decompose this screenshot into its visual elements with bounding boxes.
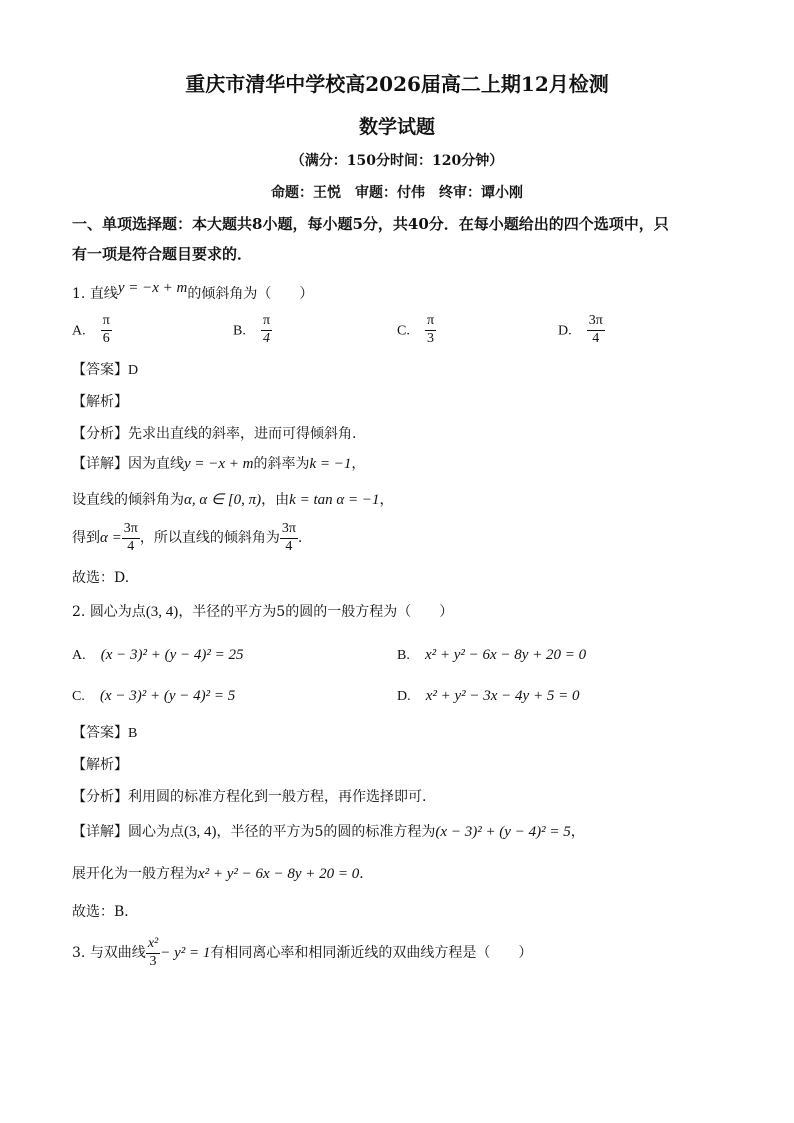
alpha-fraction: $\frac{3\pi}{4}$ bbox=[123, 521, 138, 554]
option-fraction: $\frac{3\pi}{4}$ bbox=[588, 313, 603, 346]
line2-text-end: ． bbox=[359, 866, 374, 882]
q1-option-b bbox=[233, 314, 272, 346]
q2-xiangjie bbox=[72, 821, 585, 841]
fenxi-tag: 【分析】 bbox=[72, 426, 128, 442]
option-equation: x² + y² − 3x − 4y + 5 = 0 bbox=[425, 688, 580, 704]
line3-text-end: . bbox=[297, 530, 303, 547]
alpha-range: α, α ∈ [0, π) bbox=[184, 492, 262, 508]
option-label: C. bbox=[72, 689, 85, 704]
tan-equation: k = tan α = −1 bbox=[289, 492, 380, 508]
xiangjie-text: 圆心为点 bbox=[128, 824, 184, 840]
q2-line2 bbox=[72, 863, 373, 883]
hyperbola-equation-rest: − y² = 1 bbox=[160, 945, 211, 962]
xiangjie-text-end: ， bbox=[351, 456, 366, 472]
option-fraction: $\frac{\pi}{6}$ bbox=[102, 313, 110, 346]
question-text-end: ，半径的平方为5的圆的一般方程为（ ） bbox=[178, 604, 454, 620]
question-text-end: 有相同离心率和相同渐近线的双曲线方程是（ ） bbox=[210, 945, 533, 962]
answer-value: B bbox=[128, 726, 138, 741]
q1-xiangjie bbox=[72, 453, 365, 473]
q2-analysis-tag: 【解析】 bbox=[72, 757, 128, 773]
q1-analysis-tag: 【解析】 bbox=[72, 394, 128, 410]
question-text-end: 的倾斜角为（ ） bbox=[187, 286, 314, 302]
option-label: A. bbox=[72, 323, 86, 339]
exam-subtitle: 数学试题 bbox=[358, 116, 435, 138]
option-label: B. bbox=[233, 323, 246, 339]
option-fraction: $\frac{\pi}{4}$ bbox=[262, 313, 271, 346]
line3-text-mid: ，所以直线的倾斜角为 bbox=[139, 530, 280, 547]
alpha-eq: α = bbox=[100, 530, 122, 547]
q1-line3 bbox=[72, 522, 302, 554]
line3-text: 得到 bbox=[72, 530, 100, 547]
q2-option-a bbox=[72, 644, 244, 664]
question-text: 直线 bbox=[89, 286, 118, 302]
fenxi-text: 利用圆的标准方程化到一般方程，再作选择即可. bbox=[128, 789, 427, 805]
question-2 bbox=[72, 601, 453, 621]
option-label: A. bbox=[72, 648, 86, 663]
score-time: （满分：150分时间：120分钟） bbox=[290, 153, 504, 169]
q2-option-d bbox=[397, 685, 579, 705]
question-text: 圆心为点 bbox=[89, 604, 146, 620]
exam-title: 重庆市清华中学校高2026届高二上期12月检测 bbox=[185, 72, 609, 96]
xiangjie-text-mid: 的斜率为 bbox=[253, 456, 310, 472]
q2-option-c bbox=[72, 685, 235, 705]
line2-text-mid: ，由 bbox=[261, 492, 290, 508]
hyperbola-fraction: $\frac{\text{x²}}{3}$ bbox=[147, 936, 159, 969]
xiangjie-text-end: ， bbox=[570, 824, 585, 840]
line2-text-end: ， bbox=[379, 492, 394, 508]
option-equation: (x − 3)² + (y − 4)² = 25 bbox=[100, 647, 244, 663]
q2-answer bbox=[72, 722, 137, 742]
q1-choose: 故选：D. bbox=[72, 570, 130, 586]
angle-fraction: $\frac{3\pi}{4}$ bbox=[281, 521, 296, 554]
q2-choose: 故选：B． bbox=[72, 904, 139, 920]
authors: 命题：王悦 审题：付伟 终审：谭小刚 bbox=[271, 185, 523, 201]
question-number: 2. bbox=[72, 604, 86, 620]
section-heading-line2: 有一项是符合题目要求的． bbox=[72, 245, 253, 263]
answer-tag: 【答案】 bbox=[72, 725, 128, 741]
option-label: B. bbox=[397, 648, 410, 663]
fenxi-text: 先求出直线的斜率，进而可得倾斜角. bbox=[128, 426, 357, 442]
xiangjie-tag: 【详解】 bbox=[72, 824, 128, 840]
xiangjie-tag: 【详解】 bbox=[72, 456, 128, 472]
q1-option-d bbox=[558, 314, 605, 346]
general-equation: x² + y² − 6x − 8y + 20 = 0 bbox=[198, 866, 360, 882]
option-label: D. bbox=[558, 323, 572, 339]
option-label: D. bbox=[397, 689, 411, 704]
xiangjie-text-mid: ，半径的平方为5的圆的标准方程为 bbox=[216, 824, 436, 840]
section-heading-line1: 一、单项选择题：本大题共8小题，每小题5分，共40分．在每小题给出的四个选项中，只 bbox=[72, 215, 669, 233]
question-number: 3. bbox=[72, 945, 86, 962]
option-equation: x² + y² − 6x − 8y + 20 = 0 bbox=[424, 647, 587, 663]
question-number: 1. bbox=[72, 286, 86, 302]
option-label: C. bbox=[397, 323, 410, 339]
xiangjie-equation: y = −x + m bbox=[184, 456, 254, 472]
question-3 bbox=[72, 937, 532, 969]
answer-value: D bbox=[128, 363, 139, 378]
q2-option-b bbox=[397, 644, 586, 664]
q1-fenxi bbox=[72, 423, 356, 443]
center-point: (3, 4) bbox=[145, 604, 179, 620]
q1-answer bbox=[72, 359, 138, 379]
standard-equation: (x − 3)² + (y − 4)² = 5 bbox=[435, 824, 571, 840]
line-equation: y = −x + m bbox=[117, 280, 188, 296]
line2-text: 展开化为一般方程为 bbox=[72, 866, 198, 882]
xiangjie-text: 因为直线 bbox=[128, 456, 184, 472]
option-fraction: $\frac{\pi}{3}$ bbox=[426, 313, 435, 346]
line2-text: 设直线的倾斜角为 bbox=[72, 492, 184, 508]
answer-tag: 【答案】 bbox=[72, 362, 128, 378]
slope-value: k = −1 bbox=[309, 456, 352, 472]
xiangjie-center: (3, 4) bbox=[184, 824, 217, 840]
option-equation: (x − 3)² + (y − 4)² = 5 bbox=[99, 688, 236, 704]
question-text: 与双曲线 bbox=[89, 945, 146, 962]
q1-option-c bbox=[397, 314, 436, 346]
q2-fenxi bbox=[72, 786, 426, 806]
q1-option-a bbox=[72, 314, 112, 346]
fenxi-tag: 【分析】 bbox=[72, 789, 128, 805]
q1-line2 bbox=[72, 489, 394, 509]
question-1 bbox=[72, 280, 314, 303]
